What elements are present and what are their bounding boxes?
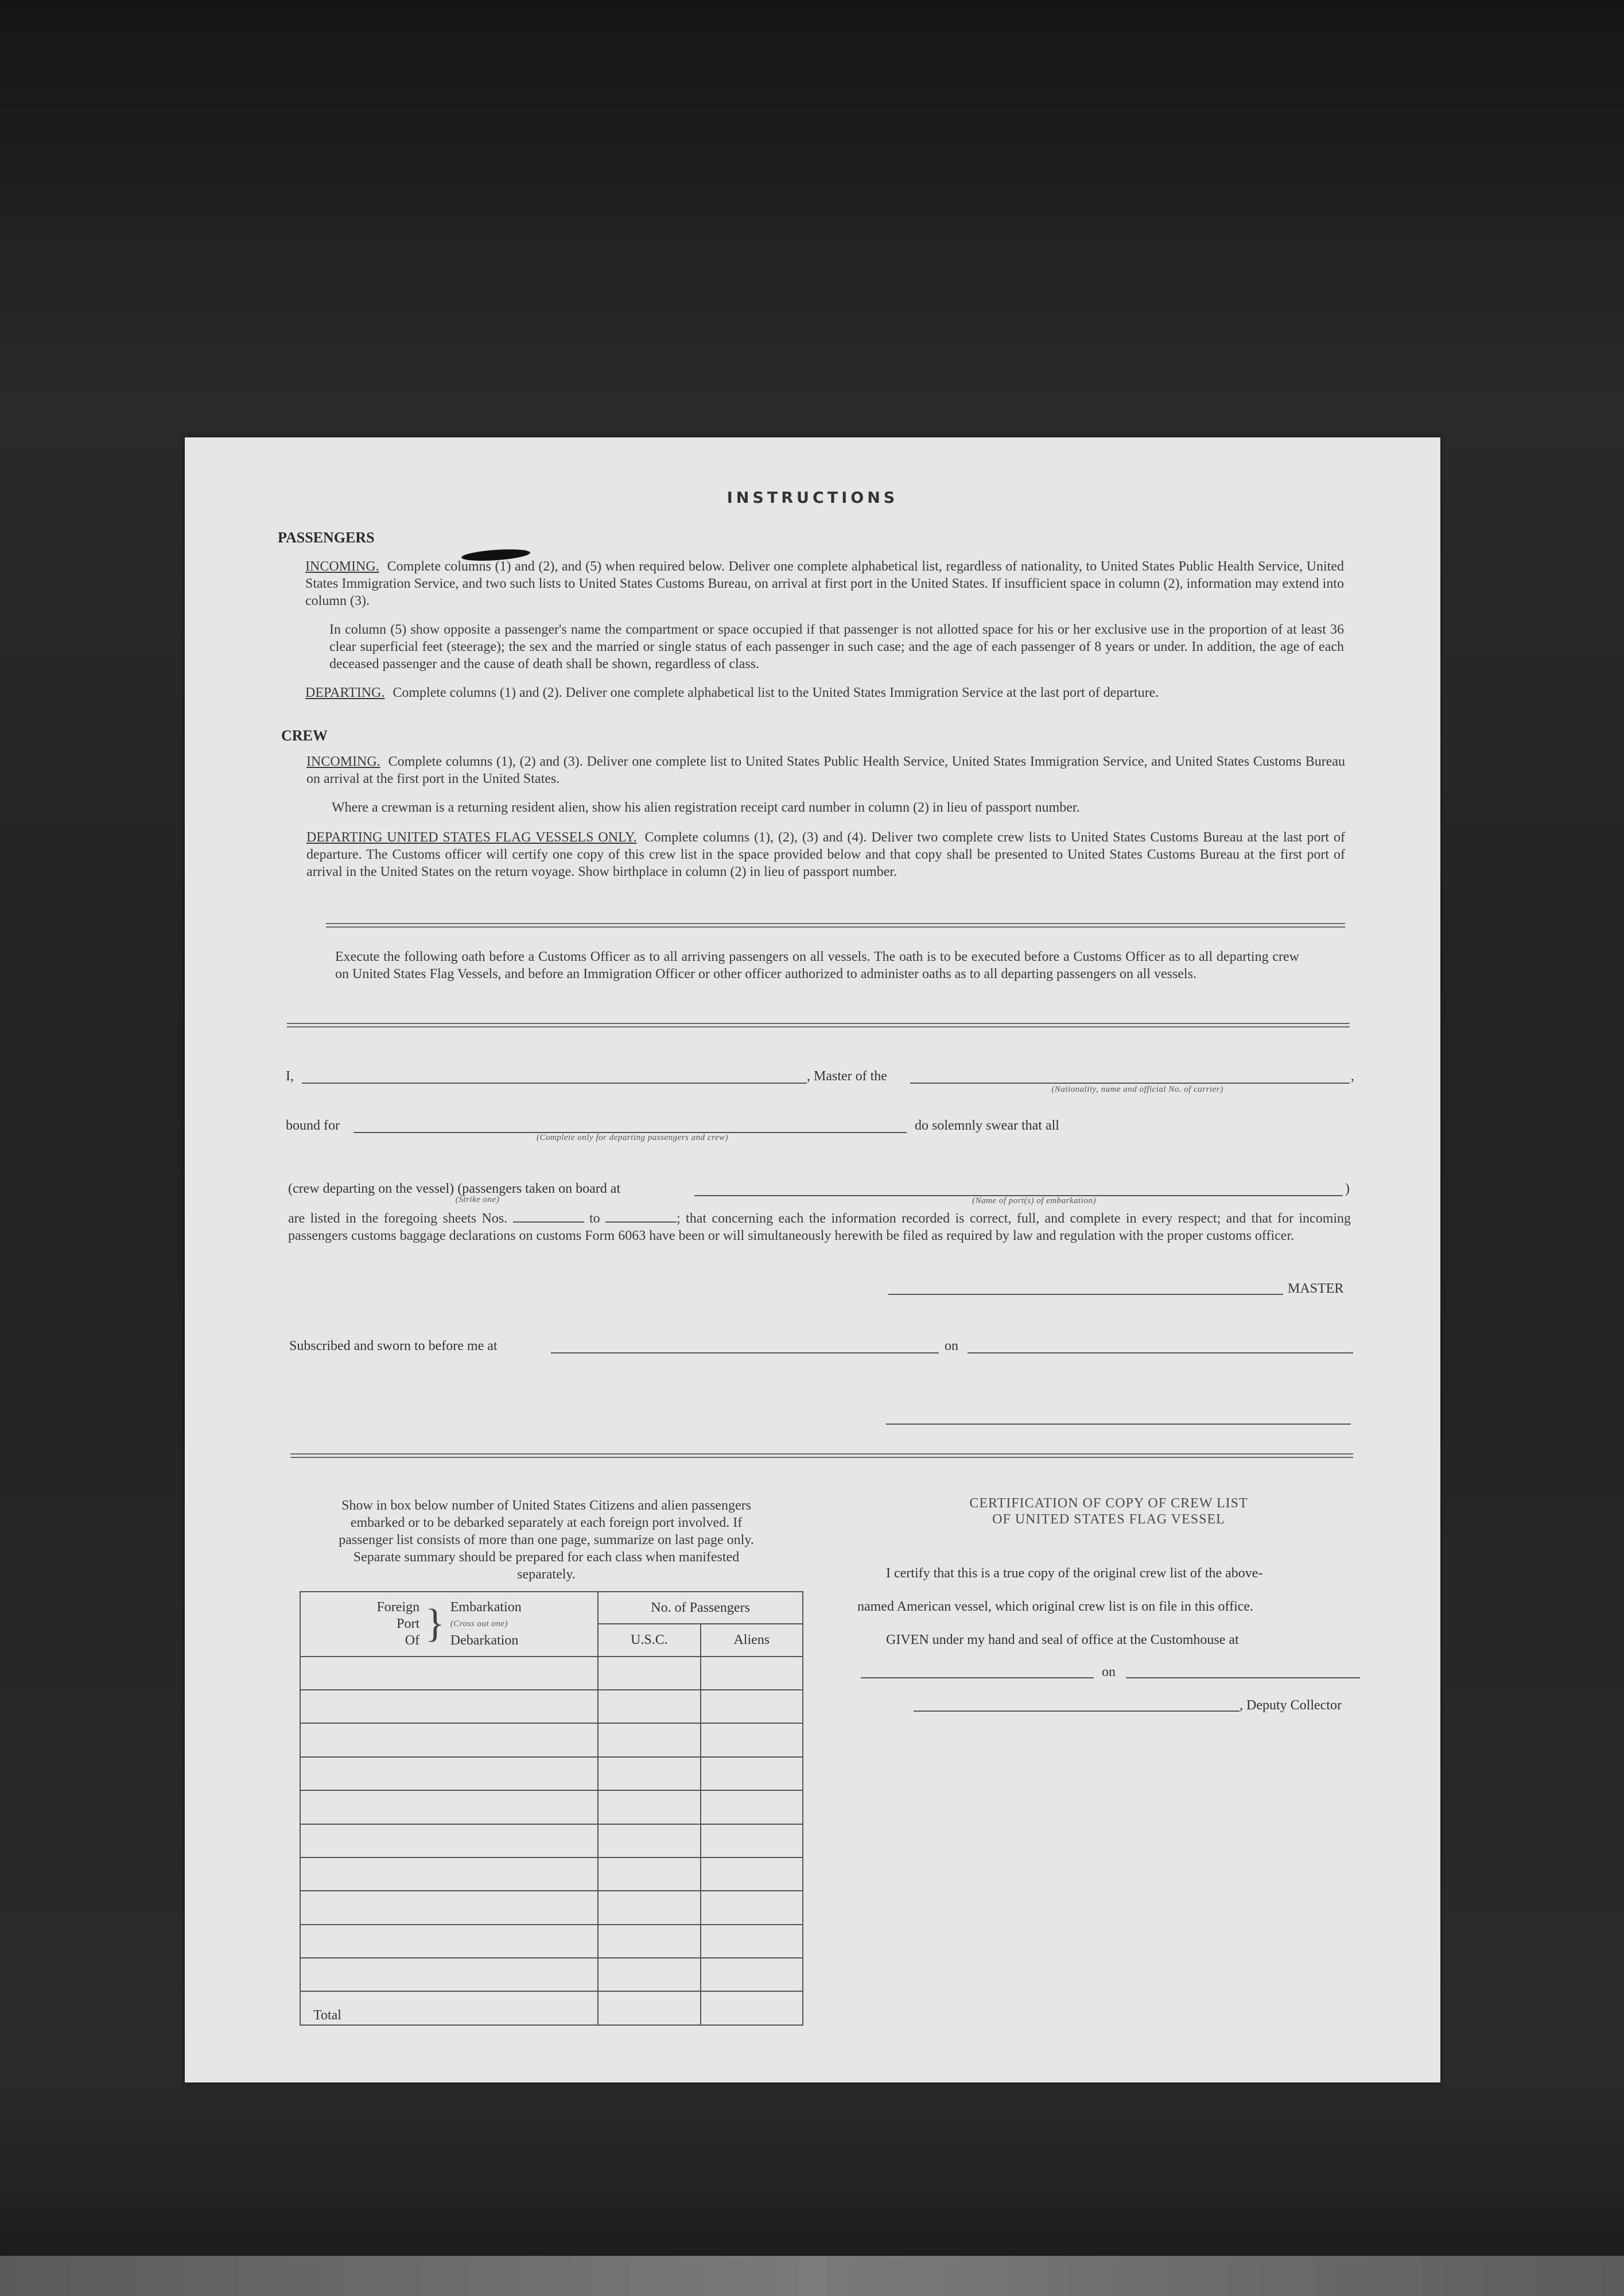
passengers-incoming-label: INCOMING. [305,559,379,574]
certification-title-line2: OF UNITED STATES FLAG VESSEL [992,1512,1225,1527]
sheets-paragraph [288,1210,1351,1244]
aliens-cell[interactable] [701,1857,803,1891]
usc-cell[interactable] [598,1723,700,1756]
double-rule-2 [287,1023,1350,1027]
of-label: Of [405,1632,420,1648]
master-of-the-label: , Master of the [807,1069,887,1084]
officer-signature-field[interactable] [886,1424,1351,1425]
usc-cell[interactable] [598,1757,700,1790]
aliens-header: Aliens [701,1624,803,1656]
usc-cell[interactable] [598,1690,700,1723]
certification-title-line1: CERTIFICATION OF COPY OF CREW LIST [969,1496,1248,1511]
port-cell[interactable] [300,1925,598,1958]
sheets-from-field[interactable] [513,1210,584,1223]
crew-departing-text: Complete columns (1), (2), (3) and (4). Deliver two complete crew lists to United States Customs Bureau at the last port of departure. The Customs officer will certify one copy of this crew list in the space provided below and that copy shall be presented to United States Customs Bureau at the first port of arrival in the United States on the return voyage. Show birthplace in column (2) in lieu of passport number. [306,830,1345,879]
sheets-to-field[interactable] [605,1210,677,1223]
sworn-on-label: on [945,1339,958,1353]
crew-departing-paragraph [306,829,1345,881]
oath-i-label: I, [286,1069,294,1084]
crew-resident-paragraph: Where a crewman is a returning resident alien, show his alien registration receipt card number in column (2) in lieu of passport number. [332,800,1080,815]
total-usc-cell[interactable] [598,1991,700,2025]
total-label-cell [300,1991,598,2025]
page-title: INSTRUCTIONS [726,489,899,507]
usc-cell[interactable] [598,1824,700,1857]
embarkation-label: Embarkation [450,1599,522,1615]
master-label: MASTER [1288,1281,1344,1296]
port-cell[interactable] [300,1958,598,1991]
subscribed-text: Subscribed and sworn to before me at [289,1339,498,1353]
aliens-cell[interactable] [701,1690,803,1723]
passengers-departing-text: Complete columns (1) and (2). Deliver one complete alphabetical list to the United States Immigration Service at the last port of departure. [393,685,1159,700]
ports-hint: (Name of port(s) of embarkation) [972,1196,1096,1205]
bound-for-label: bound for [286,1118,340,1133]
double-rule-1 [326,923,1345,928]
usc-cell[interactable] [598,1857,700,1891]
aliens-cell[interactable] [701,1925,803,1958]
total-label: Total [313,2008,341,2023]
sheets-rest-text: ; that concerning each the information recorded is correct, full, and complete in every respect; and that for incoming passengers customs baggage declarations on customs Form 6063 have been or will simultaneously herewith be filed as required by law and regulation with the proper customs officer. [288,1211,1351,1243]
usc-cell[interactable] [598,1958,700,1991]
carrier-hint: (Nationality, name and official No. of carrier) [1051,1085,1223,1094]
port-cell[interactable] [300,1891,598,1924]
cross-out-hint: (Cross out one) [450,1619,508,1628]
total-aliens-cell[interactable] [701,1991,803,2025]
usc-cell[interactable] [598,1657,700,1690]
crew-departing-label: DEPARTING UNITED STATES FLAG VESSELS ONLY. [306,830,637,845]
crew-incoming-text: Complete columns (1), (2) and (3). Deliver one complete list to United States Public Health Service, United States Immigration Service, and United States Customs Bureau on arrival at the first port in the United States. [306,754,1345,786]
passengers-departing-label: DEPARTING. [305,685,385,700]
passengers-incoming-paragraph [305,558,1344,610]
crew-incoming-paragraph [306,753,1345,788]
sworn-date-field[interactable] [968,1352,1353,1353]
departing-hint: (Complete only for departing passengers and crew) [537,1133,728,1142]
deputy-collector-signature-field[interactable] [914,1711,1240,1712]
aliens-cell[interactable] [701,1891,803,1924]
port-cell[interactable] [300,1757,598,1790]
aliens-cell[interactable] [701,1723,803,1756]
crew-incoming-label: INCOMING. [306,754,380,769]
passengers-departing-paragraph [305,684,1344,701]
oath-instructions: Execute the following oath before a Customs Officer as to all arriving passengers on all vessels. The oath is to be executed before a Customs Officer as to all departing crew on United States Flag Vessels, and before an Immigration Officer or other officer authorized to administer oaths as to all departing passengers on all vessels. [335,949,1299,982]
passengers-incoming-text: Complete columns (1) and (2), and (5) when required below. Deliver one complete alphabetical list, regardless of nationality, to United States Public Health Service, United States Immigration Service, and two such lists to United States Customs Bureau, on arrival at first port in the United States. If insufficient space in column (2), information may extend into column (3). [305,559,1344,608]
given-text: GIVEN under my hand and seal of office at the Customhouse at [886,1632,1239,1647]
usc-cell[interactable] [598,1790,700,1824]
debarkation-label: Debarkation [450,1632,519,1648]
crew-passengers-text: (crew departing on the vessel) (passengers taken on board at [288,1181,621,1196]
deputy-collector-label: , Deputy Collector [1240,1698,1342,1713]
port-cell[interactable] [300,1824,598,1857]
certify-text-line2: named American vessel, which original crew list is on file in this office. [857,1599,1254,1614]
certify-text-line1: I certify that this is a true copy of the original crew list of the above- [886,1566,1263,1581]
crew-heading: CREW [281,727,328,744]
customhouse-field[interactable] [861,1677,1094,1678]
carrier-field[interactable] [910,1083,1350,1084]
certification-date-field[interactable] [1126,1677,1360,1678]
port-cell[interactable] [300,1723,598,1756]
double-rule-3 [290,1453,1353,1458]
usc-cell[interactable] [598,1891,700,1924]
sworn-place-field[interactable] [551,1352,939,1353]
aliens-cell[interactable] [701,1824,803,1857]
oath-trailing-comma: , [1351,1069,1354,1084]
ports-close-paren: ) [1345,1181,1350,1196]
port-cell[interactable] [300,1657,598,1690]
aliens-cell[interactable] [701,1958,803,1991]
aliens-cell[interactable] [701,1657,803,1690]
foreign-port-header [300,1592,598,1657]
brace-glyph: } [425,1601,445,1646]
document-page [185,437,1440,2082]
foreign-label: Foreign [376,1599,420,1615]
scanner-edge-band [0,2256,1624,2296]
aliens-cell[interactable] [701,1790,803,1824]
usc-header: U.S.C. [598,1624,700,1656]
passengers-heading: PASSENGERS [278,529,375,546]
swear-text: do solemnly swear that all [915,1118,1059,1133]
sheets-text: are listed in the foregoing sheets Nos. [288,1211,508,1226]
sheets-to-text: to [589,1211,600,1226]
aliens-cell[interactable] [701,1757,803,1790]
passenger-summary-table [300,1591,803,2026]
port-cell[interactable] [300,1690,598,1723]
master-name-field[interactable] [302,1083,807,1084]
strike-one-hint: (Strike one) [455,1195,500,1204]
usc-cell[interactable] [598,1925,700,1958]
passengers-column5-paragraph: In column (5) show opposite a passenger's name the compartment or space occupied if that passenger is not allotted space for his or her exclusive use in the proportion of at least 36 clear superficial feet (steerage); the sex and the married or single status of each passenger in such case; and the age of each passenger of 8 years or under. In addition, the age of each deceased passenger and the cause of death shall be shown, regardless of class. [329,622,1344,672]
port-cell[interactable] [300,1790,598,1824]
port-cell[interactable] [300,1857,598,1891]
summary-instructions: Show in box below number of United States Citizens and alien passengers embarked or to be debarked separately at each foreign port involved. If passenger list consists of more than one page, summarize on last page only. Separate summary should be prepared for each class when manifested separately. [339,1498,754,1582]
master-signature-field[interactable] [888,1294,1283,1295]
port-label: Port [397,1616,420,1631]
no-of-passengers-header: No. of Passengers [598,1592,803,1624]
certification-on-label: on [1102,1665,1116,1680]
